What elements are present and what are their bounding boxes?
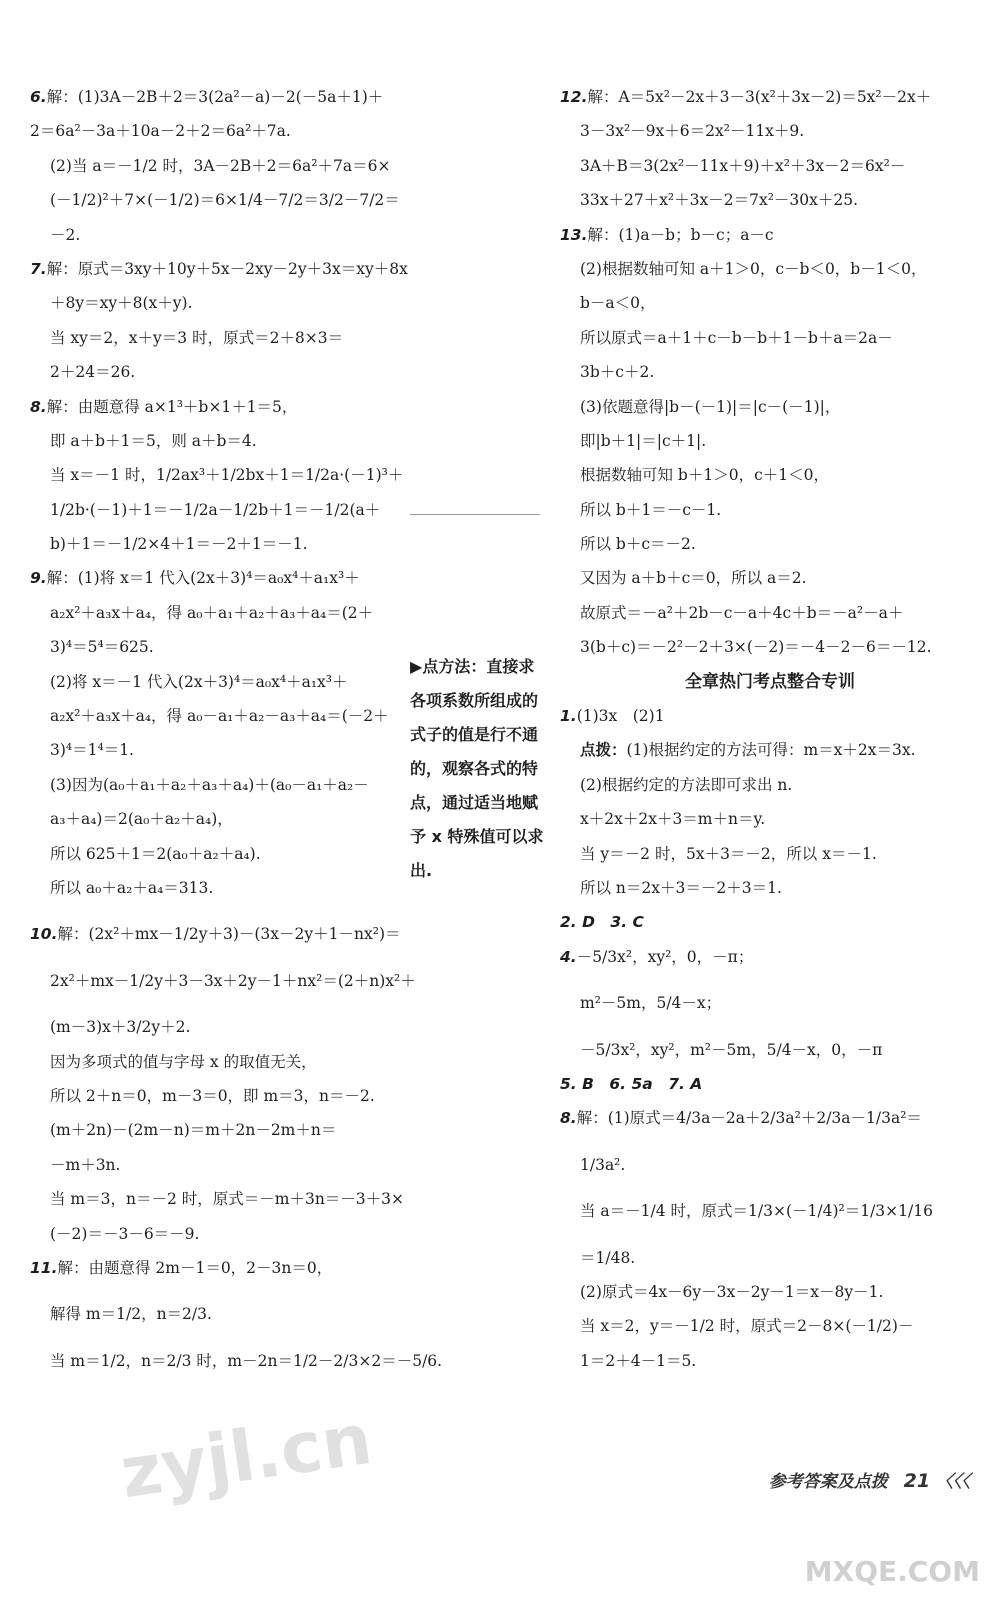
problem-10-line-5: 所以 2＋n＝0，m－3＝0，即 m＝3，n＝－2. — [50, 1086, 375, 1105]
question-8-line-2: 1/3a². — [580, 1155, 626, 1174]
footer-label: 参考答案及点拨 — [768, 1472, 888, 1492]
problem-9-line-10: 所以 a₀＋a₂＋a₄＝313. — [50, 878, 214, 897]
problem-number: 7. — [30, 259, 47, 278]
problem-13-line-6: (3)依题意得|b－(－1)|＝|c－(－1)|， — [580, 397, 841, 416]
question-number: 1. — [560, 707, 577, 726]
problem-9-line-5: a₂x²＋a₃x＋a₄，得 a₀－a₁＋a₂－a₃＋a₄＝(－2＋ — [50, 707, 389, 726]
problem-8-line-4: 1/2b·(－1)＋1＝－1/2a－1/2b＋1＝－1/2(a＋ — [50, 500, 381, 519]
problem-13-line-4: 所以原式＝a＋1＋c－b－b＋1－b＋a＝2a－ — [580, 328, 893, 347]
problem-12-line-4: 33x＋27＋x²＋3x－2＝7x²－30x＋25. — [580, 191, 859, 210]
question-8-line-3: 当 a＝－1/4 时，原式＝1/3×(－1/4)²＝1/3×1/16 — [580, 1202, 933, 1221]
hint-label: 点拨： — [580, 740, 627, 760]
problem-7-line-3: 当 xy＝2，x＋y＝3 时，原式＝2＋8×3＝ — [50, 328, 344, 347]
tip-title: 点方法： — [422, 657, 487, 676]
problem-10-line-7: －m＋3n. — [50, 1155, 121, 1174]
problem-6-line-5: －2. — [50, 225, 81, 244]
question-1-hint: 点拨：(1)根据约定的方法可得：m＝x＋2x＝3x. — [580, 740, 916, 760]
watermark-right: MXQE.COM — [804, 1555, 980, 1588]
problem-9-line-7: (3)因为(a₀＋a₁＋a₂＋a₃＋a₄)＋(a₀－a₁＋a₂－ — [50, 775, 369, 794]
question-8-line-5: (2)原式＝4x－6y－3x－2y－1＝x－8y－1. — [580, 1282, 884, 1301]
question-number: 4. — [560, 947, 577, 966]
problem-13-line-10: 所以 b＋c＝－2. — [580, 535, 696, 554]
problem-9-line-2: a₂x²＋a₃x＋a₄，得 a₀＋a₁＋a₂＋a₃＋a₄＝(2＋ — [50, 603, 374, 622]
question-4-line-2: m²－5m，5/4－x； — [580, 994, 722, 1013]
problem-13-line-12: 故原式＝－a²＋2b－c－a＋4c＋b＝－a²－a＋ — [580, 603, 904, 622]
problem-number: 12. — [560, 88, 588, 106]
problem-number: 9. — [30, 569, 47, 588]
method-tip — [410, 650, 550, 888]
question-4-line-3: －5/3x²，xy²，m²－5m，5/4－x，0，－π — [580, 1040, 883, 1059]
problem-8-line-2: 即 a＋b＋1＝5，则 a＋b＝4. — [50, 431, 257, 450]
problem-13-line-7: 即|b＋1|＝|c＋1|. — [580, 431, 707, 450]
tip-arrow-icon: ▶ — [410, 657, 423, 676]
problem-10-line-9: (－2)＝－3－6＝－9. — [50, 1224, 200, 1243]
problem-13-line-9: 所以 b＋1＝－c－1. — [580, 500, 722, 519]
problem-13-line-8: 根据数轴可知 b＋1＞0，c＋1＜0， — [580, 466, 829, 485]
problem-9-line-8: a₃＋a₄)＝2(a₀＋a₂＋a₄)， — [50, 810, 233, 829]
problem-9-line-1: 9.解：(1)将 x＝1 代入(2x＋3)⁴＝a₀x⁴＋a₁x³＋ — [30, 569, 360, 588]
problem-8-line-5: b)＋1＝－1/2×4＋1＝－2＋1＝－1. — [50, 535, 308, 554]
tip-body: 直接求各项系数所组成的式子的值是行不通的，观察各式的特点，通过适当地赋予 x 特殊值可以求出. — [410, 657, 544, 880]
watermark-left: zyjl.cn — [115, 1397, 377, 1515]
question-number: 8. — [560, 1109, 577, 1128]
problem-number: 13. — [560, 225, 588, 244]
problem-10-line-1: 10.解：(2x²＋mx－1/2y＋3)－(3x－2y＋1－nx²)＝ — [30, 925, 401, 944]
question-8-line-4: ＝1/48. — [580, 1248, 636, 1267]
problem-9-line-9: 所以 625＋1＝2(a₀＋a₂＋a₄). — [50, 844, 261, 863]
problem-9-line-3: 3)⁴＝5⁴＝625. — [50, 638, 154, 657]
question-1-line-3: (2)根据约定的方法即可求出 n. — [580, 775, 793, 794]
problem-10-line-6: (m＋2n)－(2m－n)＝m＋2n－2m＋n＝ — [50, 1121, 337, 1140]
problem-11-line-2: 解得 m＝1/2，n＝2/3. — [50, 1305, 212, 1324]
problem-8-line-3: 当 x＝－1 时，1/2ax³＋1/2bx＋1＝1/2a·(－1)³＋ — [50, 466, 404, 485]
problem-9-line-4: (2)将 x＝－1 代入(2x＋3)⁴＝a₀x⁴＋a₁x³＋ — [50, 672, 348, 691]
problem-9-line-6: 3)⁴＝1⁴＝1. — [50, 741, 134, 760]
question-1-line-4: x＋2x＋2x＋3＝m＋n＝y. — [580, 810, 766, 829]
problem-13-line-13: 3(b＋c)＝－2²－2＋3×(－2)＝－4－2－6＝－12. — [580, 638, 932, 657]
problem-13-line-1: 13.解：(1)a－b；b－c；a－c — [560, 225, 774, 244]
problem-13-line-3: b－a＜0， — [580, 294, 656, 313]
problem-7-line-1: 7.解：原式＝3xy＋10y＋5x－2xy－2y＋3x＝xy＋8x — [30, 259, 408, 278]
question-4-line-1: 4.－5/3x²，xy²，0，－π； — [560, 947, 754, 966]
problem-11-line-1: 11.解：由题意得 2m－1＝0，2－3n＝0， — [30, 1258, 333, 1277]
problem-number: 10. — [30, 925, 58, 944]
question-8-line-1: 8.解：(1)原式＝4/3a－2a＋2/3a²＋2/3a－1/3a²＝ — [560, 1109, 922, 1128]
problem-8-line-1: 8.解：由题意得 a×1³＋b×1＋1＝5， — [30, 397, 298, 416]
answers-5-7: 5. B 6. 5a 7. A — [560, 1074, 703, 1093]
problem-13-line-5: 3b＋c＋2. — [580, 363, 655, 382]
question-8-line-7: 1＝2＋4－1＝5. — [580, 1351, 697, 1370]
problem-12-line-3: 3A＋B＝3(2x²－11x＋9)＋x²＋3x－2＝6x²－ — [580, 156, 906, 175]
problem-13-line-11: 又因为 a＋b＋c＝0，所以 a＝2. — [580, 569, 807, 588]
problem-10-line-3: (m－3)x＋3/2y＋2. — [50, 1018, 191, 1037]
problem-10-line-2: 2x²＋mx－1/2y＋3－3x＋2y－1＋nx²＝(2＋n)x²＋ — [50, 971, 416, 990]
problem-7-line-2: ＋8y＝xy＋8(x＋y). — [50, 294, 193, 313]
problem-12-line-1: 12.解：A＝5x²－2x＋3－3(x²＋3x－2)＝5x²－2x＋ — [560, 88, 932, 106]
problem-number: 8. — [30, 397, 47, 416]
problem-6-line-1: 6.解：(1)3A－2B＋2＝3(2a²－a)－2(－5a＋1)＋ — [30, 88, 384, 106]
problem-10-line-4: 因为多项式的值与字母 x 的取值无关， — [50, 1052, 317, 1071]
question-1-line-5: 当 y＝－2 时，5x＋3＝－2，所以 x＝－1. — [580, 844, 877, 863]
problem-13-line-2: (2)根据数轴可知 a＋1＞0，c－b＜0，b－1＜0， — [580, 259, 927, 278]
question-1-line-6: 所以 n＝2x＋3＝－2＋3＝1. — [580, 878, 782, 897]
problem-11-line-3: 当 m＝1/2，n＝2/3 时，m－2n＝1/2－2/3×2＝－5/6. — [50, 1351, 443, 1370]
question-8-line-6: 当 x＝2，y＝－1/2 时，原式＝2－8×(－1/2)－ — [580, 1317, 914, 1336]
problem-10-line-8: 当 m＝3，n＝－2 时，原式＝－m＋3n＝－3＋3× — [50, 1190, 405, 1209]
problem-number: 6. — [30, 88, 47, 106]
left-column — [30, 80, 443, 1378]
section-title: 全章热门考点整合专训 — [685, 671, 855, 692]
chevrons-left-icon: 〈〈〈 — [936, 1472, 970, 1492]
answers-2-3: 2. D 3. C — [560, 913, 644, 932]
problem-number: 11. — [30, 1258, 58, 1277]
page-footer — [769, 1467, 970, 1492]
question-1-line-1: 1.(1)3x (2)1 — [560, 707, 665, 726]
problem-6-line-2: 2＝6a²－3a＋10a－2＋2＝6a²＋7a. — [30, 122, 291, 141]
problem-12-line-2: 3－3x²－9x＋6＝2x²－11x＋9. — [580, 122, 805, 141]
problem-6-line-3: (2)当 a＝－1/2 时，3A－2B＋2＝6a²＋7a＝6× — [50, 156, 391, 175]
right-column — [560, 80, 980, 1378]
column-divider — [410, 514, 540, 515]
page-number: 21 — [903, 1470, 931, 1492]
problem-6-line-4: (－1/2)²＋7×(－1/2)＝6×1/4－7/2＝3/2－7/2＝ — [50, 191, 400, 210]
problem-7-line-4: 2＋24＝26. — [50, 363, 136, 382]
